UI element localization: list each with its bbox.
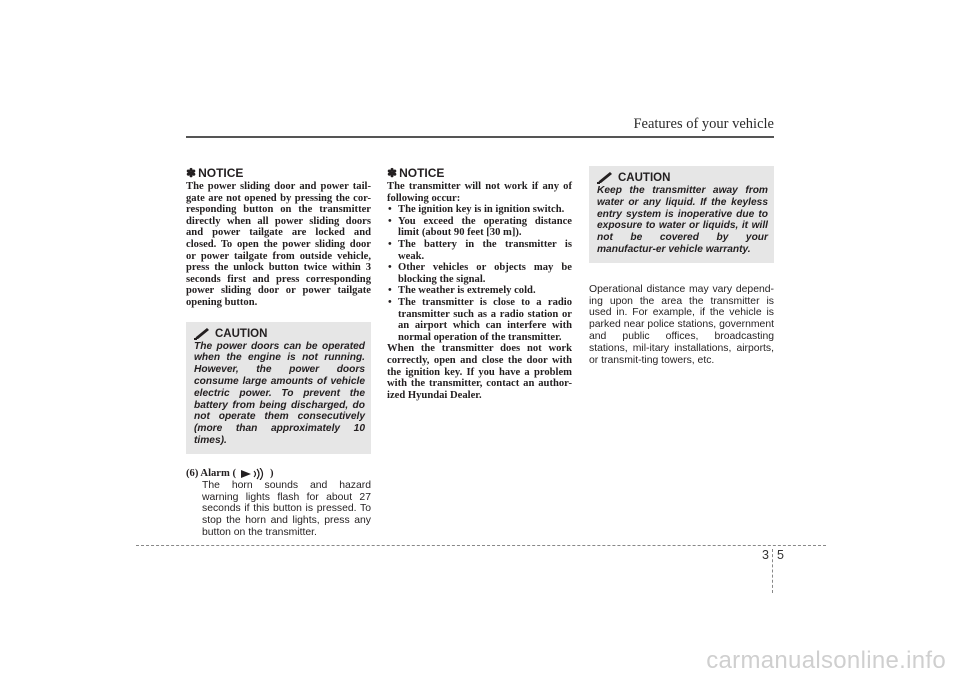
list-item: • The transmitter is close to a radio transmitter such as a radio station or an airport which can interfere with normal operation of the transmitter.: [387, 297, 572, 343]
notice-star-icon: ✽: [186, 166, 197, 180]
notice-bullet-list: [387, 204, 572, 343]
notice-outro: When the transmitter does not work correctly, open and close the door with the ignition key. If you have a problem with the transmitter, contact an author-ized Hyundai Dealer.: [387, 343, 572, 401]
list-item: • Other vehicles or objects may be blocking the signal.: [387, 262, 572, 285]
operational-distance-text: Operational distance may vary depend-ing upon the area the transmitter is used in. For example, if the vehicle is parked near police stations, government and public offices, broadcasting stations, mil-itary installations, airports, or transmit-ting towers, etc.: [589, 283, 774, 366]
caution-body: Keep the transmitter away from water or any liquid. If the keyless entry system is inoperative due to exposure to water or liquids, it will not be covered by your manufactur-er vehicle warranty.: [597, 185, 768, 255]
caution-heading: CAUTION: [194, 327, 365, 341]
notice-star-icon: ✽: [387, 166, 398, 180]
notice-intro: The transmitter will not work if any of following occur:: [387, 181, 572, 204]
caution-pencil-icon: [597, 172, 613, 184]
column-3: [589, 166, 774, 366]
section-title: Features of your vehicle: [633, 116, 774, 132]
alarm-section: [186, 468, 371, 539]
list-item: • The ignition key is in ignition switch.: [387, 204, 572, 216]
list-item: • The battery in the transmitter is weak.: [387, 239, 572, 262]
notice-body: The power sliding door and power tail-gate are not opened by pressing the cor-responding button on the transmitter directly when all power sliding doors and power tailgate are locked and closed. To open the power sliding door or power tailgate from outside vehicle, press the unlock button twice within 3 seconds first and press corresponding power sliding door or power tailgate opening button.: [186, 181, 371, 308]
chapter-number: 3: [762, 548, 769, 562]
list-item: • The weather is extremely cold.: [387, 285, 572, 297]
bottom-rule: [136, 545, 826, 546]
caution-heading: CAUTION: [597, 171, 768, 185]
caution-body: The power doors can be operated when the engine is not running. However, the power doors consume large amounts of vehicle electric power. To prevent the battery from being discharged, do not operate them consecutively (more than approximately 10 times).: [194, 340, 365, 446]
alarm-description: The horn sounds and hazard warning lights flash for about 27 seconds if this button is pressed. To stop the horn and lights, press any button on the transmitter.: [202, 479, 371, 538]
column-2: [387, 166, 572, 401]
caution-box: [186, 322, 371, 454]
notice-body: [387, 181, 572, 401]
column-1: [186, 166, 371, 539]
top-rule: [186, 136, 774, 138]
caution-pencil-icon: [194, 328, 210, 340]
horn-alarm-icon: [239, 468, 267, 480]
notice-heading: ✽ NOTICE: [387, 166, 445, 180]
alarm-label: (6) Alarm ( ): [186, 467, 274, 479]
caution-box: [589, 166, 774, 263]
list-item: • You exceed the operating distance limit (about 90 feet [30 m]).: [387, 216, 572, 239]
page-number: 5: [777, 548, 784, 562]
notice-heading: ✽ NOTICE: [186, 166, 244, 180]
page-number-divider: [772, 549, 773, 593]
watermark: carmanualsonline.info: [706, 647, 946, 674]
